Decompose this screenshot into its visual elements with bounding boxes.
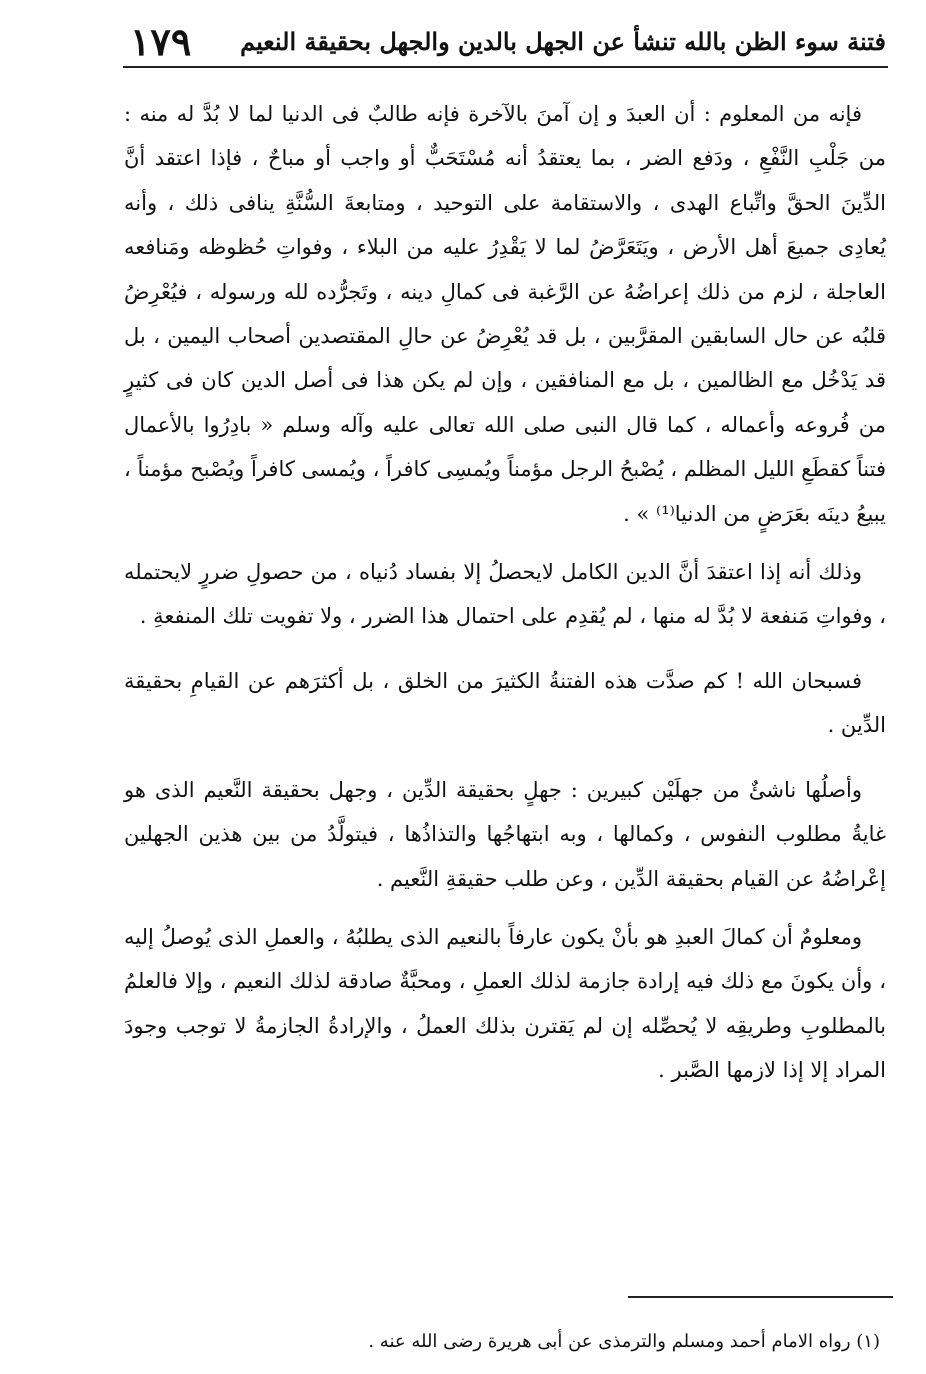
- body-text: [124, 92, 886, 1093]
- paragraph-gap: [124, 639, 886, 659]
- footnote-rule: [628, 1296, 893, 1298]
- paragraph-1: فإنه من المعلوم : أن العبدَ و إن آمنَ بالآخرة فإنه طالبٌ فى الدنيا لما لا بُدَّ له منه : من جَلْبِ النَّفْعِ ، ودَفع الضر ، بما يعتقدُ أنه مُسْتَحَبٌّ أو واجب أو مباحٌ ، فإذا اعتقد أنَّ الدِّينَ الحقَّ واتِّباع الهدى ، والاستقامة على التوحيد ، ومتابعةَ السُّنَّةِ ينافى ذلك ، وأنه يُعادِى جميعَ أهل الأرض ، ويَتَعَرَّضُ لما لا يَقْدِرُ عليه من البلاء ، وفواتِ حُظوظه ومَنافعه العاجلة ، لزم من ذلك إعراضُهُ عن الرَّغبة فى كمالِ دينه ، وتَجرُّده لله ورسوله ، فيُعْرِضُ قلبُه عن حال السابقين المقرَّبين ، بل قد يُعْرِضُ عن حالِ المقتصدين أصحاب اليمين ، بل قد يَدْخُل مع الظالمين ، بل مع المنافقين ، وإن لم يكن هذا فى أصل الدين كان فى كثيرٍ من فُروعه وأعماله ، كما قال النبى صلى الله تعالى عليه وآله وسلم « بادِرُوا بالأعمال فتناً كقطَعِ الليل المظلم ، يُصْبحُ الرجل مؤمناً ويُمسِى كافراً ، ويُمسى كافراً ويُصْبح مؤمناً ، يبيعُ دينَه بعَرَضٍ من الدنيا⁽¹⁾ » .: [124, 102, 886, 526]
- paragraph-4: وأصلُها ناشئٌ من جهلَيْن كبيرين : جهلٍ بحقيقة الدِّين ، وجهل بحقيقة النَّعيم الذى هو غايةُ مطلوب النفوس ، وكمالها ، وبه ابتهاجُها والتذاذُها ، فيتولَّدُ من بين هذين الجهلين إعْراضُهُ عن القيام بحقيقة الدِّين ، وعن طلب حقيقةِ النَّعيم .: [124, 777, 886, 891]
- running-title: فتنة سوء الظن بالله تنشأ عن الجهل بالدين والجهل بحقيقة النعيم: [240, 26, 886, 56]
- paragraph-gap: [124, 748, 886, 768]
- footnote: (١) رواه الامام أحمد ومسلم والترمذى عن أبى هريرة رضى الله عنه .: [368, 1331, 880, 1352]
- paragraph-5: ومعلومٌ أن كمالَ العبدِ هو بأنْ يكون عارفاً بالنعيم الذى يطلبُهُ ، والعملِ الذى يُوصلُ إليه ، وأن يكونَ مع ذلك فيه إرادة جازمة لذلك العملِ ، ومحبَّةٌ صادقة لذلك النعيم ، وإلا فالعلمُ بالمطلوبِ وطريقِه لا يُحصِّله إن لم يَقترن بذلك العملُ ، والإرادةُ الجازمةُ لا توجب وجودَ المراد إلا إذا لازمها الصَّبر .: [124, 924, 886, 1083]
- paragraph-gap: [124, 901, 886, 915]
- page-number: ١٧٩: [130, 18, 192, 64]
- page-header: [120, 16, 886, 66]
- paragraph-2: وذلك أنه إذا اعتقدَ أنَّ الدين الكامل لايحصلُ إلا بفساد دُنياه ، من حصولِ ضررٍ لايحتمله ، وفواتِ مَنفعة لا بُدَّ له منها ، لم يُقدِم على احتمال هذا الضرر ، ولا تفويت تلك المنفعةِ .: [124, 560, 886, 629]
- paragraph-3: فسبحان الله ! كم صدَّت هذه الفتنةُ الكثيرَ من الخلق ، بل أكثرَهم عن القيامِ بحقيقة الدِّين .: [124, 668, 886, 738]
- header-rule: [123, 66, 888, 68]
- paragraph-gap: [124, 536, 886, 550]
